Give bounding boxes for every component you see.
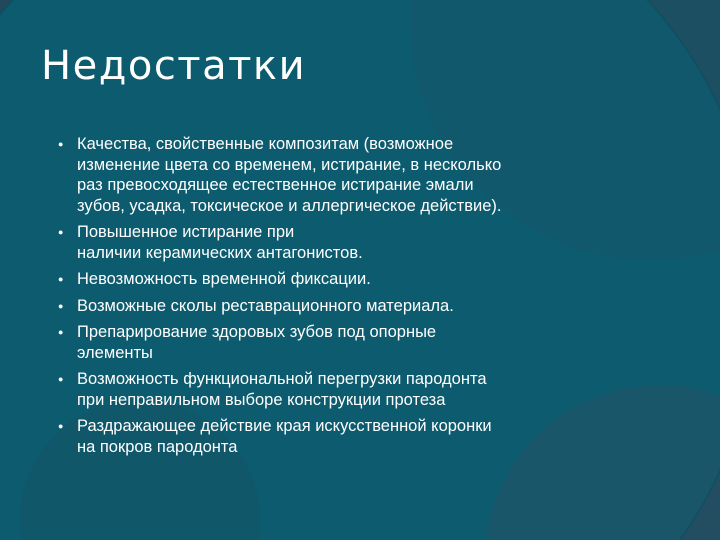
bullet-line: на покров пародонта (77, 437, 238, 456)
bullet-line: Раздражающее действие края искусственной коронки (77, 417, 492, 435)
bullet-line: Возможные сколы реставрационного материала. (77, 296, 454, 315)
bullet-icon: ● (58, 300, 64, 311)
bullet-icon: ● (58, 374, 64, 384)
bullet-item (58, 269, 648, 290)
bullet-line: наличии керамических антагонистов. (77, 243, 363, 262)
bullet-line: раз превосходящее естественное истирание эмали (77, 176, 474, 194)
bullet-line: Препарирование здоровых зубов под опорные (77, 323, 437, 341)
bullet-icon: ● (58, 327, 64, 337)
bullet-line: элементы (77, 343, 153, 362)
bullet-item (58, 322, 648, 363)
bullet-line: Повышенное истирание при (77, 223, 295, 241)
bullet-icon: ● (58, 227, 64, 237)
slide-title: Недостатки (41, 43, 307, 89)
bullet-item (58, 369, 648, 410)
bullet-line: Качества, свойственные композитам (возможное (77, 135, 454, 153)
bullet-line: Возможность функциональной перегрузки пародонта (77, 370, 487, 388)
bullet-line: зубов, усадка, токсическое и аллергическое действие). (77, 196, 502, 215)
bullet-line: Невозможность временной фиксации. (77, 270, 371, 288)
bullet-item (58, 222, 648, 263)
bullet-item (58, 296, 648, 317)
bullet-item (58, 134, 648, 216)
bullet-list (58, 134, 648, 463)
bullet-icon: ● (58, 421, 64, 431)
bullet-line: изменение цвета со временем, истирание, в несколько (77, 155, 502, 174)
bullet-item (58, 416, 648, 457)
bullet-line: при неправильном выборе конструкции протеза (77, 390, 446, 409)
bullet-icon: ● (58, 139, 64, 149)
bullet-icon: ● (58, 274, 64, 284)
